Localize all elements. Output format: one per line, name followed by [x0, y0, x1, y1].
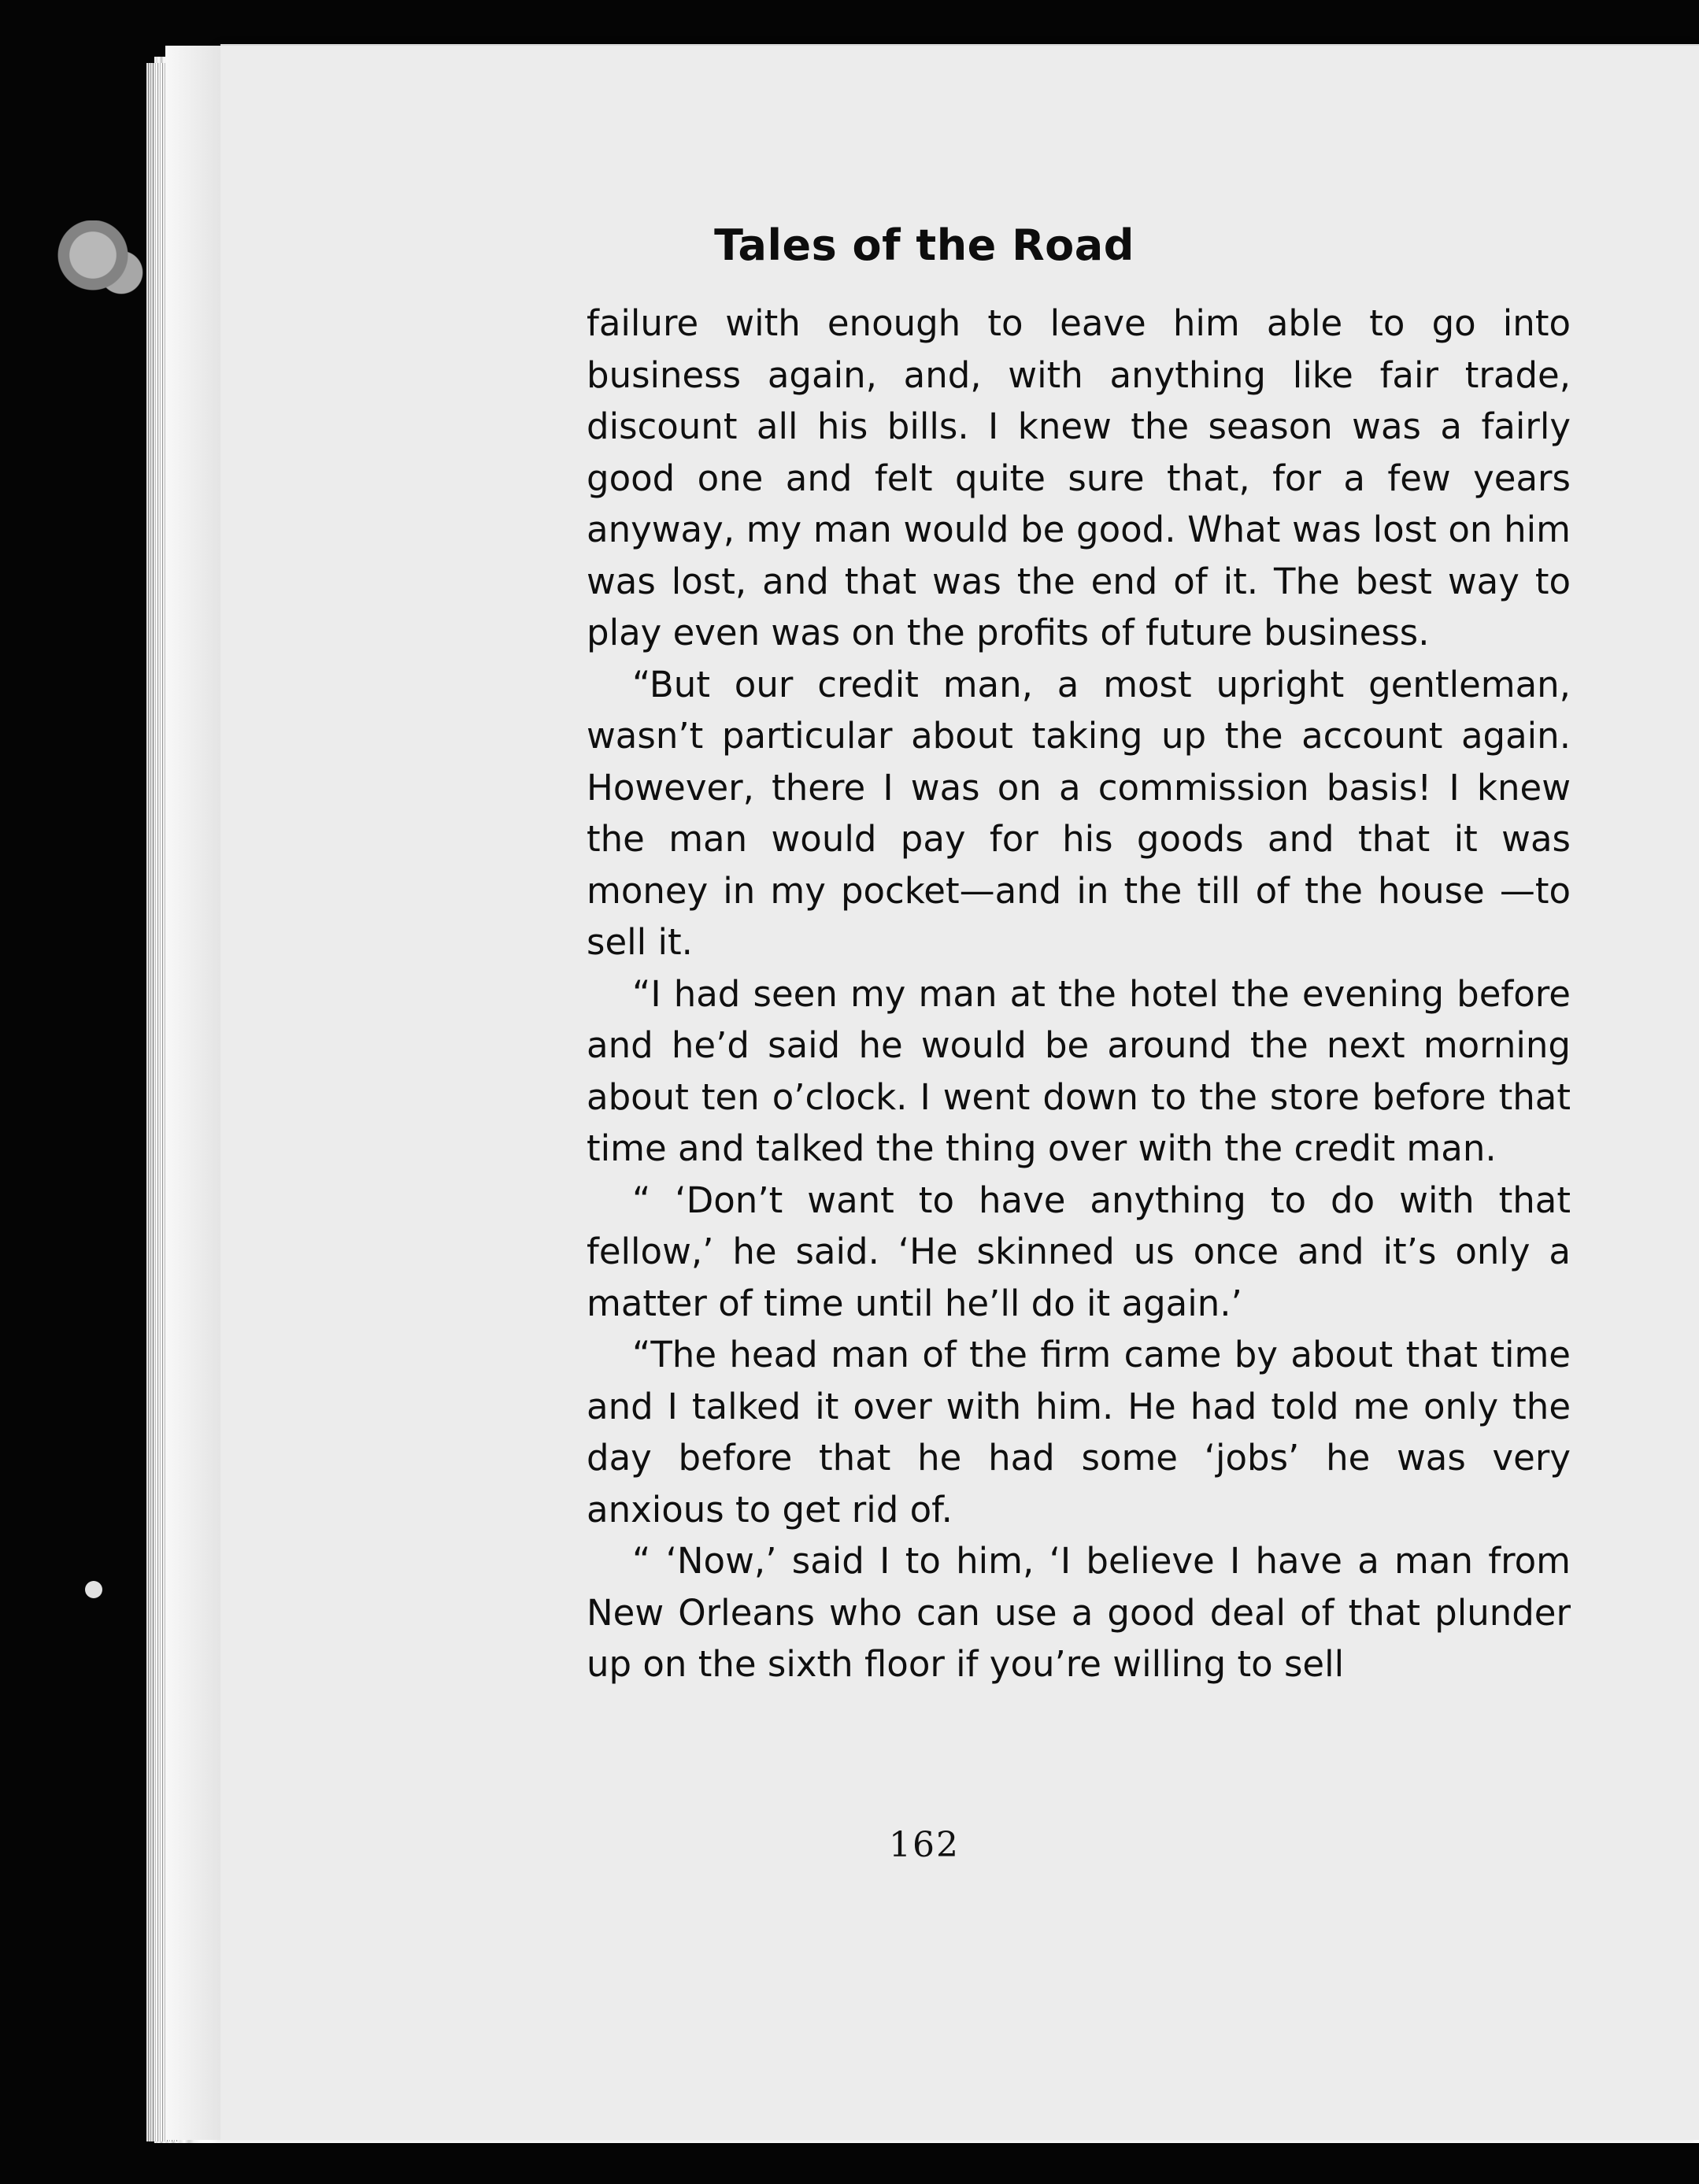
page-number: 162 — [889, 1825, 960, 1865]
running-head: Tales of the Road — [714, 220, 1135, 270]
paragraph: failure with enough to leave him able to go into business again, and, with anything like fair trade, discount all his bills. I knew the season was a fairly good one and felt quite sure that, for a few years anyway, my man would be good. What was lost on him was lost, and that was the end of it. The best way to play even was on the profits of future business. — [587, 302, 1571, 653]
paragraph: “But our credit man, a most upright gentleman, wasn’t particular about taking up the account again. However, there I was on a commission basis! I knew the man would pay for his goods and that it was money in my pocket—and in the till of the house —to sell it. — [587, 663, 1571, 963]
paragraph: “ ‘Now,’ said I to him, ‘I believe I have a man from New Orleans who can use a good deal of that plunder up on the sixth floor if you’re willing to sell — [587, 1540, 1571, 1685]
body-text — [587, 298, 1571, 1690]
paragraph: “ ‘Don’t want to have anything to do with that fellow,’ he said. ‘He skinned us once and it’s only a matter of time until he’ll do it again.’ — [587, 1179, 1571, 1324]
paragraph: “I had seen my man at the hotel the evening before and he’d said he would be around the next morning about ten o’clock. I went down to the store before that time and talked the thing over with the credit man. — [587, 972, 1571, 1169]
margin-mark — [85, 1581, 102, 1598]
paragraph: “The head man of the firm came by about that time and I talked it over with him. He had told me only the day before that he had some ‘jobs’ he was very anxious to get rid of. — [587, 1334, 1571, 1531]
